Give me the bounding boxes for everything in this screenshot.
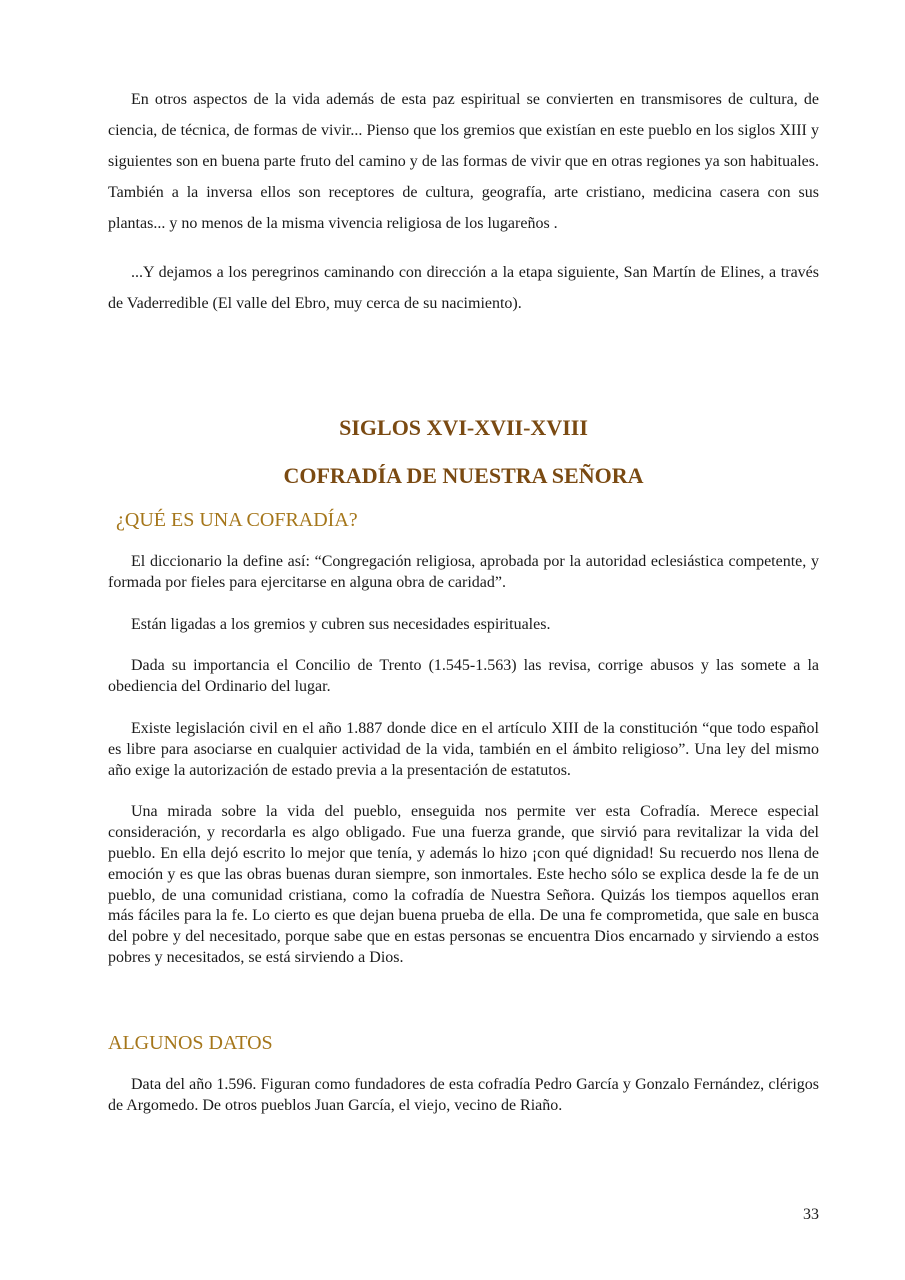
mirada-paragraph: Una mirada sobre la vida del pueblo, enseguida nos permite ver esta Cofradía. Merece especial consideración, y recordarla es algo obligado. Fue una fuerza grande, que sirvió para revitalizar la vida del pueblo. En ella dejó escrito lo mejor que tenía, y además lo hizo ¡con qué dignidad! Su recuerdo nos llena de emoción y es que las obras buenas duran siempre, son inmortales. Este hecho sólo se explica desde la fe de un pueblo, de una comunidad cristiana, como la cofradía de Nuestra Señora. Quizás los tiempos aquellos eran más fáciles para la fe. Lo cierto es que dejan buena prueba de ella. De una fe comprometida, que sale en busca del pobre y del necesitado, porque sabe que en estas personas se encuentra Dios encarnado y sirviendo a estos pobres y necesitados, se está sirviendo a Dios. — [108, 803, 819, 966]
trento-paragraph: Dada su importancia el Concilio de Trento (1.545-1.563) las revisa, corrige abusos y las somete a la obediencia del Ordinario del lugar. — [108, 657, 819, 696]
section-title-cofradia: COFRADÍA DE NUESTRA SEÑORA — [283, 463, 644, 488]
page-number: 33 — [803, 1206, 819, 1223]
subheading-algunos-datos: ALGUNOS DATOS — [108, 1031, 273, 1054]
definition-paragraph: El diccionario la define así: “Congregación religiosa, aprobada por la autoridad eclesiástica competente, y formada por fieles para ejercitarse en alguna obra de caridad”. — [108, 553, 819, 591]
page-body — [108, 84, 819, 1116]
subheading-que-es: ¿QUÉ ES UNA COFRADÍA? — [116, 509, 358, 531]
datos-paragraph: Data del año 1.596. Figuran como fundadores de esta cofradía Pedro García y Gonzalo Fernández, clérigos de Argomedo. De otros pueblos Juan García, el viejo, vecino de Riaño. — [108, 1075, 819, 1114]
gremios-paragraph: Están ligadas a los gremios y cubren sus necesidades espirituales. — [131, 615, 551, 633]
legislacion-paragraph: Existe legislación civil en el año 1.887 donde dice en el artículo XIII de la constitución “que todo español es libre para asociarse en cualquier actividad de la vida, también en el ámbito religioso”. Una ley del mismo año exige la autorización de estado previa a la presentación de estatutos. — [108, 719, 819, 779]
section-title-siglos: SIGLOS XVI-XVII-XVIII — [339, 415, 588, 440]
intro-paragraph-1: En otros aspectos de la vida además de esta paz espiritual se convierten en transmisores de cultura, de ciencia, de técnica, de formas de vivir... Pienso que los gremios que existían en este pueblo en los siglos XIII y siguientes son en buena parte fruto del camino y de las formas de vivir que en otras regiones ya son habituales. También a la inversa ellos son receptores de cultura, geografía, arte cristiano, medicina casera con sus plantas... y no menos de la misma vivencia religiosa de los lugareños . — [108, 91, 819, 232]
intro-paragraph-2: ...Y dejamos a los peregrinos caminando con dirección a la etapa siguiente, San Martín de Elines, a través de Vaderredible (El valle del Ebro, muy cerca de su nacimiento). — [108, 264, 819, 312]
